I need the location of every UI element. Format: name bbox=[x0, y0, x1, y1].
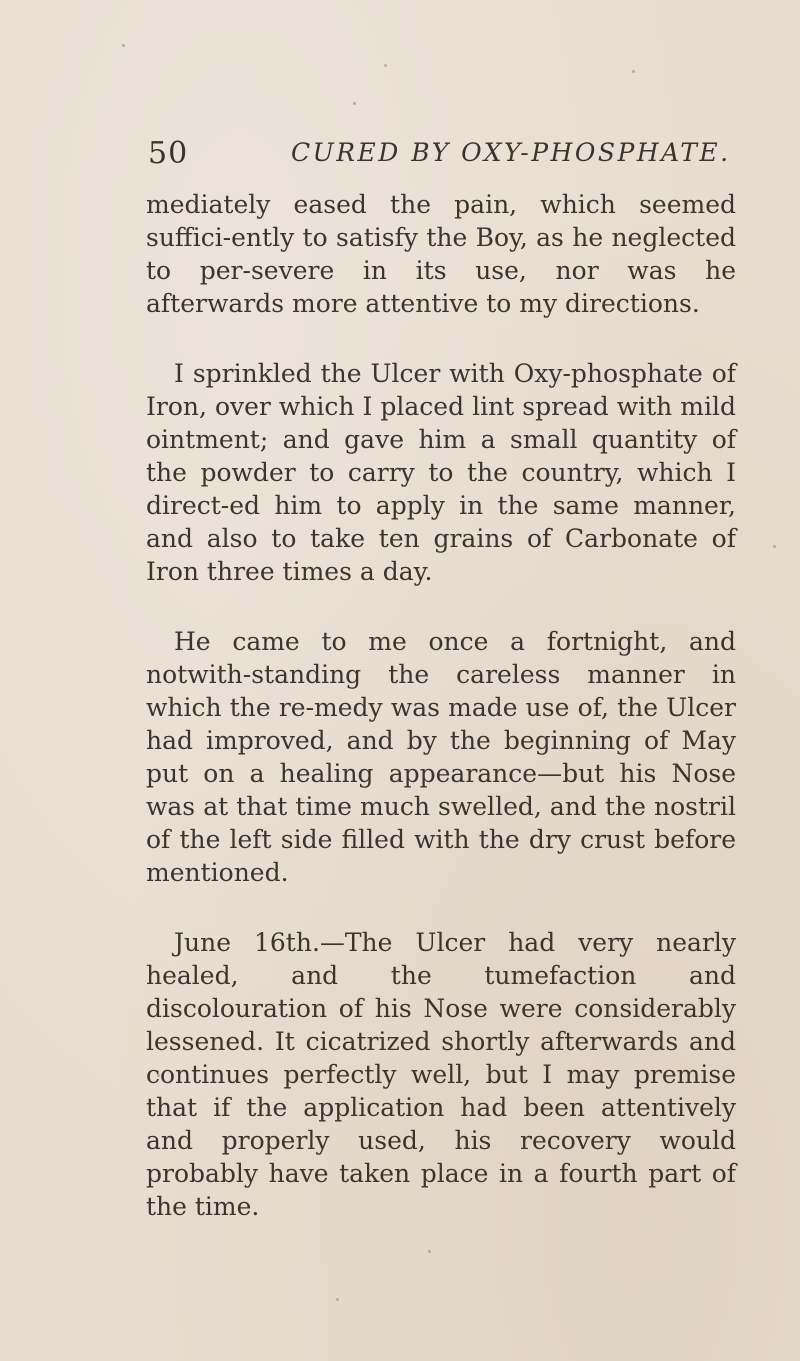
paper-speck bbox=[122, 44, 125, 47]
page-number: 50 bbox=[148, 136, 189, 171]
page-header bbox=[148, 136, 748, 176]
paragraph-3: He came to me once a fortnight, and notwith-standing the careless manner in which the re-medy was made use of, the Ulcer had improved, and by the beginning of May put on a healing appearance—but his Nose was at that time much swelled, and the nostril of the left side filled with the dry crust before mentioned. bbox=[146, 627, 736, 887]
paper-speck bbox=[336, 1298, 339, 1301]
body-text bbox=[146, 188, 736, 1260]
paper-speck bbox=[384, 64, 387, 67]
paragraph-1: mediately eased the pain, which seemed suffici-ently to satisfy the Boy, as he neglected to per-severe in its use, nor was he afterwards more attentive to my directions. bbox=[146, 190, 736, 318]
paper-speck bbox=[773, 545, 776, 548]
paragraph-2: I sprinkled the Ulcer with Oxy-phosphate of Iron, over which I placed lint spread with mild ointment; and gave him a small quantity of the powder to carry to the country, which I direct-ed him to apply in the same manner, and also to take ten grains of Carbonate of Iron three times a day. bbox=[146, 359, 736, 586]
paragraph-4: June 16th.—The Ulcer had very nearly healed, and the tumefaction and discolouration of his Nose were considerably lessened. It cicatrized shortly afterwards and continues perfectly well, but I may premise that if the application had been attentively and properly used, his recovery would probably have taken place in a fourth part of the time. bbox=[146, 928, 736, 1221]
running-title: CURED BY OXY-PHOSPHATE. bbox=[291, 138, 731, 167]
paper-speck bbox=[632, 70, 635, 73]
paper-speck bbox=[353, 102, 356, 105]
